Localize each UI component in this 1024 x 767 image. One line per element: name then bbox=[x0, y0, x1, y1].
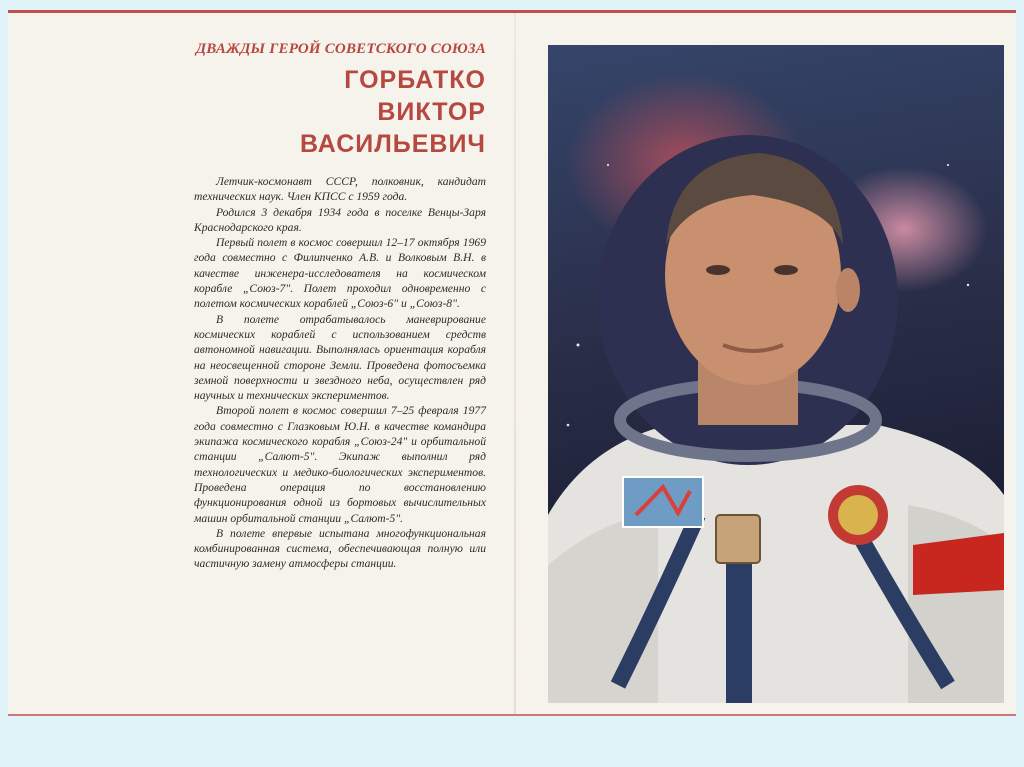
booklet-page bbox=[8, 10, 1016, 716]
hero-title: ДВАЖДЫ ГЕРОЙ СОВЕТСКОГО СОЮЗА bbox=[195, 41, 486, 57]
patronymic: ВАСИЛЬЕВИЧ bbox=[299, 130, 486, 158]
bio-paragraph: В полете впервые испытана многофункциональная комбинированная система, обеспечивающая полную или частичную замену атмосферы станции. bbox=[194, 526, 486, 571]
bio-paragraph: Родился 3 декабря 1934 года в поселке Венцы-Заря Краснодарского края. bbox=[194, 205, 486, 234]
bio-paragraph: Второй полет в космос совершил 7–25 февраля 1977 года совместно с Глазковым Ю.Н. в качестве командира экипажа космического корабля „Союз-24" и орбитальной станции „Салют-5". Экипаж выполнил ряд технологических и медико-биологических экспериментов. Проведена операция по восстановлению функционирования одной из бортовых вычислительных машин орбитальной станции „Салют-5". bbox=[194, 404, 486, 525]
bio-paragraph: Летчик-космонавт СССР, полковник, кандидат технических наук. Член КПСС с 1959 года. bbox=[194, 175, 486, 204]
biography bbox=[194, 174, 486, 572]
text-column bbox=[176, 41, 486, 572]
surname: ГОРБАТКО bbox=[344, 66, 486, 94]
first-name: ВИКТОР bbox=[377, 98, 486, 126]
cosmonaut-portrait bbox=[548, 45, 1004, 703]
portrait-illustration bbox=[548, 45, 1004, 703]
page-fold bbox=[514, 13, 516, 714]
bio-paragraph: Первый полет в космос совершил 12–17 октября 1969 года совместно с Филипченко А.В. и Волковым В.Н. в качестве инженера-исследователя на космическом корабле „Союз-7". Полет проходил одновременно с полетом космических кораблей „Союз-6" и „Союз-8". bbox=[194, 236, 486, 311]
bio-paragraph: В полете отрабатывалось маневрирование космических кораблей с использованием средств автономной навигации. Выполнялась ориентация корабля на неосвещенной стороне Земли. Проведена фотосъемка земной поверхности и звездного неба, осуществлен ряд научных и технических экспериментов. bbox=[194, 312, 486, 403]
